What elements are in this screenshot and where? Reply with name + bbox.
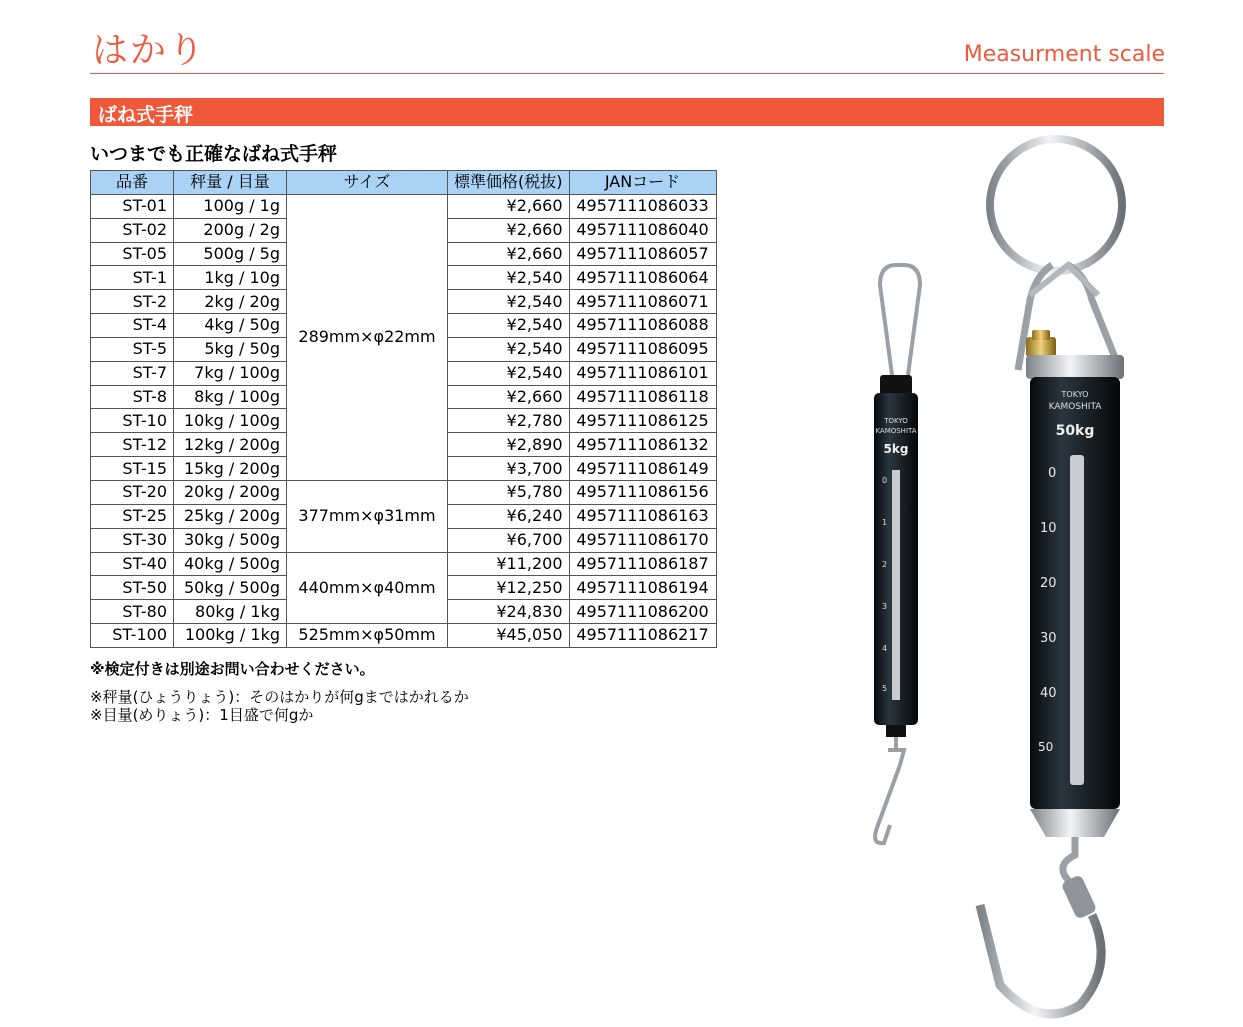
small-tick-label: 2 <box>882 560 888 569</box>
cell-capacity: 5kg / 50g <box>174 337 287 361</box>
cell-code: ST-2 <box>91 290 174 314</box>
cell-price: ¥2,780 <box>448 409 570 433</box>
cell-jan: 4957111086118 <box>569 385 716 409</box>
small-scale-top-cap <box>880 375 912 395</box>
cell-price: ¥11,200 <box>448 552 570 576</box>
cell-jan: 4957111086156 <box>569 480 716 504</box>
cell-price: ¥45,050 <box>448 624 570 648</box>
cell-price: ¥3,700 <box>448 457 570 481</box>
header-capacity: 秤量 / 目量 <box>174 171 287 195</box>
cell-code: ST-100 <box>91 624 174 648</box>
cell-price: ¥24,830 <box>448 600 570 624</box>
cell-capacity: 40kg / 500g <box>174 552 287 576</box>
cell-jan: 4957111086194 <box>569 576 716 600</box>
small-tick-label: 3 <box>882 602 888 611</box>
cell-code: ST-50 <box>91 576 174 600</box>
large-tick-label: 40 <box>1040 686 1057 701</box>
cell-size: 289mm×φ22mm <box>287 194 448 480</box>
cell-price: ¥12,250 <box>448 576 570 600</box>
note-certification: ※検定付きは別途お問い合わせください。 <box>90 660 375 678</box>
cell-capacity: 15kg / 200g <box>174 457 287 481</box>
cell-price: ¥2,660 <box>448 194 570 218</box>
cell-jan: 4957111086088 <box>569 314 716 338</box>
large-scale-window <box>1070 455 1084 785</box>
small-brand-line1: TOKYO <box>884 417 908 425</box>
header-jan: JANコード <box>569 171 716 195</box>
product-photo-spring-scales <box>840 125 1240 1020</box>
cell-price: ¥6,700 <box>448 528 570 552</box>
table-row <box>91 480 717 504</box>
cell-capacity: 4kg / 50g <box>174 314 287 338</box>
large-brand-line2: KAMOSHITA <box>1048 402 1102 412</box>
cell-jan: 4957111086033 <box>569 194 716 218</box>
cell-capacity: 500g / 5g <box>174 242 287 266</box>
cell-price: ¥6,240 <box>448 504 570 528</box>
cell-price: ¥2,540 <box>448 337 570 361</box>
small-tick-label: 4 <box>882 644 888 653</box>
cell-jan: 4957111086064 <box>569 266 716 290</box>
cell-code: ST-01 <box>91 194 174 218</box>
cell-code: ST-15 <box>91 457 174 481</box>
cell-jan: 4957111086187 <box>569 552 716 576</box>
large-scale-bottom-cap <box>1030 809 1120 837</box>
page-subtitle: Measurment scale <box>963 42 1165 67</box>
large-tick-label: 10 <box>1040 521 1057 536</box>
cell-price: ¥2,540 <box>448 290 570 314</box>
table-row <box>91 624 717 648</box>
cell-price: ¥2,890 <box>448 433 570 457</box>
large-scale-hook <box>980 905 1101 1014</box>
cell-code: ST-40 <box>91 552 174 576</box>
header-price: 標準価格(税抜) <box>448 171 570 195</box>
small-tick-label: 5 <box>882 684 888 693</box>
large-tick-label: 50 <box>1038 740 1054 754</box>
large-brand-line1: TOKYO <box>1061 390 1089 399</box>
table-row <box>91 194 717 218</box>
cell-capacity: 200g / 2g <box>174 218 287 242</box>
cell-jan: 4957111086101 <box>569 361 716 385</box>
small-spring-scale <box>874 265 920 843</box>
large-capacity-label: 50kg <box>1055 423 1095 439</box>
notes <box>90 660 469 724</box>
cell-capacity: 100g / 1g <box>174 194 287 218</box>
cell-jan: 4957111086163 <box>569 504 716 528</box>
cell-code: ST-4 <box>91 314 174 338</box>
cell-jan: 4957111086217 <box>569 624 716 648</box>
cell-price: ¥2,660 <box>448 385 570 409</box>
cell-capacity: 2kg / 20g <box>174 290 287 314</box>
small-capacity-label: 5kg <box>883 442 909 456</box>
cell-code: ST-80 <box>91 600 174 624</box>
cell-code: ST-7 <box>91 361 174 385</box>
cell-capacity: 12kg / 200g <box>174 433 287 457</box>
cell-price: ¥2,660 <box>448 242 570 266</box>
cell-price: ¥5,780 <box>448 480 570 504</box>
section-title: ばね式手秤 <box>98 104 194 126</box>
cell-code: ST-02 <box>91 218 174 242</box>
table-body <box>91 194 717 647</box>
cell-code: ST-25 <box>91 504 174 528</box>
small-tick-label: 1 <box>882 518 888 527</box>
cell-size: 440mm×φ40mm <box>287 552 448 624</box>
cell-capacity: 10kg / 100g <box>174 409 287 433</box>
small-scale-window <box>892 470 900 700</box>
note-graduation-definition: ※目量(めりょう)：1目盛で何gか <box>90 706 314 724</box>
cell-price: ¥2,660 <box>448 218 570 242</box>
cell-price: ¥2,540 <box>448 314 570 338</box>
cell-capacity: 20kg / 200g <box>174 480 287 504</box>
large-spring-scale <box>980 139 1124 1014</box>
cell-jan: 4957111086040 <box>569 218 716 242</box>
cell-jan: 4957111086095 <box>569 337 716 361</box>
note-capacity-definition: ※秤量(ひょうりょう)：そのはかりが何gまではかれるか <box>90 688 469 706</box>
cell-size: 377mm×φ31mm <box>287 480 448 552</box>
large-tick-label: 30 <box>1040 631 1057 646</box>
small-brand-line2: KAMOSHITA <box>875 427 917 435</box>
cell-price: ¥2,540 <box>448 361 570 385</box>
product-tagline: いつまでも正確なばね式手秤 <box>90 143 338 165</box>
large-scale-top-cap <box>1026 355 1124 379</box>
cell-jan: 4957111086149 <box>569 457 716 481</box>
cell-capacity: 25kg / 200g <box>174 504 287 528</box>
cell-jan: 4957111086132 <box>569 433 716 457</box>
large-scale-ring <box>990 139 1122 271</box>
spec-table <box>90 170 717 648</box>
small-scale-hook <box>875 737 904 843</box>
large-tick-label: 20 <box>1040 576 1057 591</box>
cell-jan: 4957111086071 <box>569 290 716 314</box>
cell-jan: 4957111086125 <box>569 409 716 433</box>
small-tick-label: 0 <box>882 476 888 485</box>
cell-jan: 4957111086170 <box>569 528 716 552</box>
cell-code: ST-5 <box>91 337 174 361</box>
cell-capacity: 50kg / 500g <box>174 576 287 600</box>
cell-code: ST-8 <box>91 385 174 409</box>
cell-capacity: 30kg / 500g <box>174 528 287 552</box>
cell-size: 525mm×φ50mm <box>287 624 448 648</box>
cell-code: ST-05 <box>91 242 174 266</box>
header-size: サイズ <box>287 171 448 195</box>
cell-capacity: 80kg / 1kg <box>174 600 287 624</box>
cell-capacity: 8kg / 100g <box>174 385 287 409</box>
table-row <box>91 552 717 576</box>
large-tick-label: 0 <box>1048 466 1057 481</box>
cell-capacity: 1kg / 10g <box>174 266 287 290</box>
page-title: はかり <box>92 30 207 71</box>
section-header-bar <box>90 98 1164 126</box>
cell-code: ST-30 <box>91 528 174 552</box>
table-header-row <box>91 171 717 195</box>
cell-price: ¥2,540 <box>448 266 570 290</box>
cell-code: ST-20 <box>91 480 174 504</box>
cell-code: ST-10 <box>91 409 174 433</box>
cell-capacity: 100kg / 1kg <box>174 624 287 648</box>
cell-code: ST-12 <box>91 433 174 457</box>
title-divider <box>90 73 1164 74</box>
cell-jan: 4957111086200 <box>569 600 716 624</box>
cell-code: ST-1 <box>91 266 174 290</box>
header-code: 品番 <box>91 171 174 195</box>
cell-capacity: 7kg / 100g <box>174 361 287 385</box>
cell-jan: 4957111086057 <box>569 242 716 266</box>
